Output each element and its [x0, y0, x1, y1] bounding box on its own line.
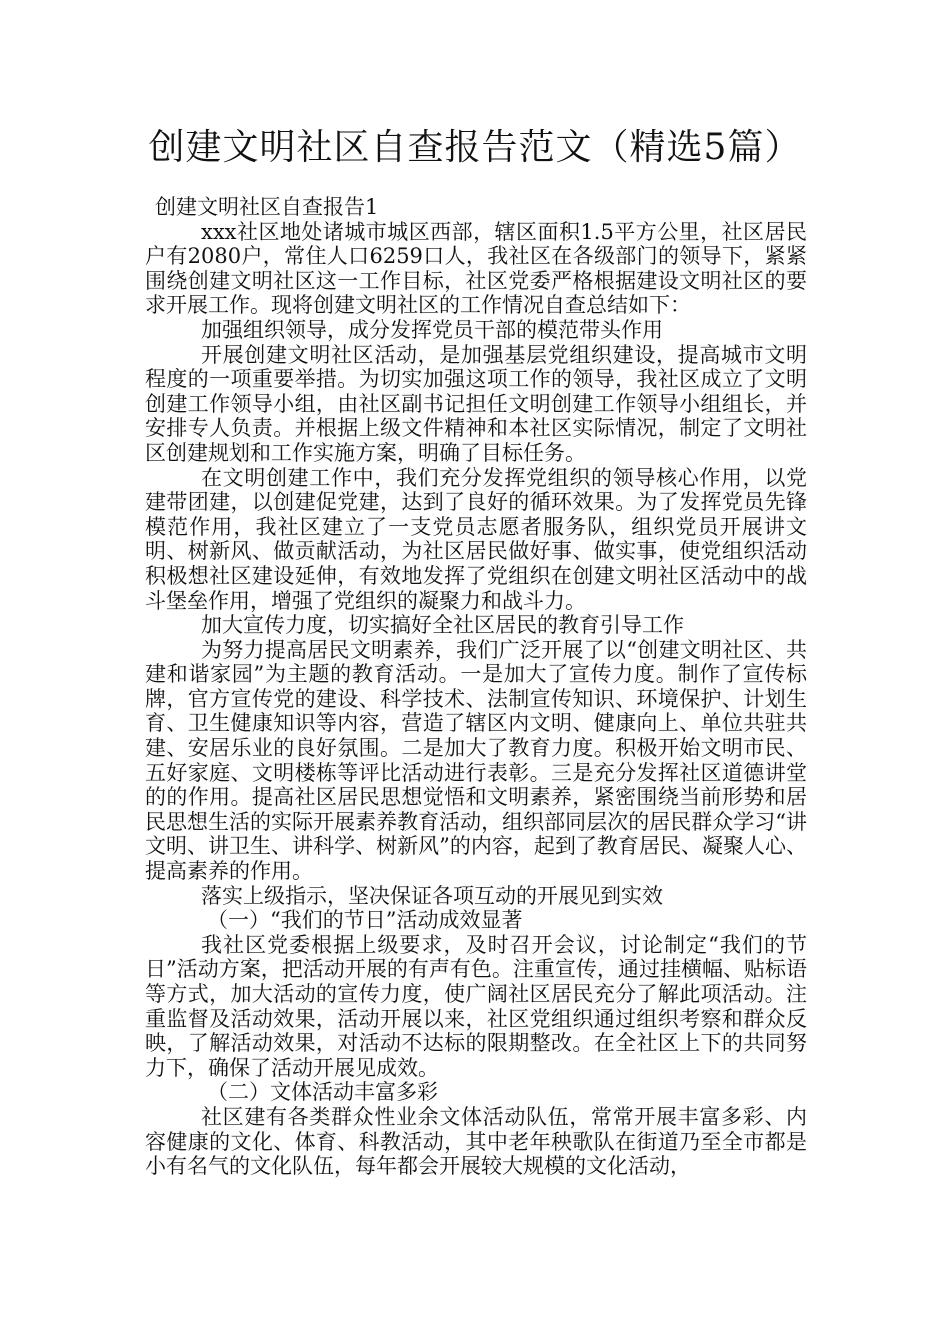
- subsection-heading-culture: （二）文体活动丰富多彩: [207, 1080, 438, 1105]
- section-heading-implementation: 落实上级指示，坚决保证各项互动的开展见到实效: [201, 883, 663, 908]
- report-subtitle: 创建文明社区自查报告1: [155, 195, 379, 219]
- document-body: [145, 195, 807, 1179]
- paragraph-publicity: 为努力提高居民文明素养，我们广泛开展了以“创建文明社区、共建和谐家园”为主题的教育活动。一是加大了宣传力度。制作了宣传标牌，官方宣传党的建设、科学技术、法制宣传知识、环境保护、计划生育、卫生健康知识等内容，营造了辖区内文明、健康向上、单位共驻共建、安居乐业的良好氛围。二是加大了教育力度。积极开始文明市民、五好家庭、文明楼栋等评比活动进行表彰。三是充分发挥社区道德讲堂的的作用。提高社区居民思想觉悟和文明素养，紧密围绕当前形势和居民思想生活的实际开展素养教育活动，组织部同层次的居民群众学习“讲文明、讲卫生、讲科学、树新风”的内容，起到了教育居民、凝聚人心、提高素养的作用。: [145, 637, 807, 884]
- section-heading-publicity: 加大宣传力度，切实搞好全社区居民的教育引导工作: [201, 613, 684, 638]
- section-heading-organization: 加强组织领导，成分发挥党员干部的模范带头作用: [201, 317, 663, 342]
- paragraph-culture: 社区建有各类群众性业余文体活动队伍，常常开展丰富多彩、内容健康的文化、体育、科教活动，其中老年秧歌队在街道乃至全市都是小有名气的文化队伍，每年都会开展较大规模的文化活动，: [145, 1104, 807, 1179]
- paragraph-organization: 开展创建文明社区活动，是加强基层党组织建设，提高城市文明程度的一项重要举措。为切实加强这项工作的领导，我社区成立了文明创建工作领导小组，由社区副书记担任文明创建工作领导小组组长，并安排专人负责。并根据上级文件精神和本社区实际情况，制定了文明社区创建规划和工作实施方案，明确了目标任务。: [145, 342, 807, 465]
- document-title: 创建文明社区自查报告范文（精选5篇）: [148, 127, 802, 168]
- paragraph-intro: xxx社区地处诸城市城区西部，辖区面积1.5平方公里，社区居民户有2080户，常住人口6259口人，我社区在各级部门的领导下，紧紧围绕创建文明社区这一工作目标，社区党委严格根据建设文明社区的要求开展工作。现将创建文明社区的工作情况自查总结如下：: [145, 219, 807, 318]
- paragraph-festivals: 我社区党委根据上级要求，及时召开会议，讨论制定“我们的节日”活动方案，把活动开展的有声有色。注重宣传，通过挂横幅、贴标语等方式，加大活动的宣传力度，使广阔社区居民充分了解此项活动。注重监督及活动效果，活动开展以来，社区党组织通过组织考察和群众反映，了解活动效果，对活动不达标的限期整改。在全社区上下的共同努力下，确保了活动开展见成效。: [145, 932, 807, 1080]
- paragraph-party-role: 在文明创建工作中，我们充分发挥党组织的领导核心作用，以党建带团建，以创建促党建，达到了良好的循环效果。为了发挥党员先锋模范作用，我社区建立了一支党员志愿者服务队，组织党员开展讲文明、树新风、做贡献活动，为社区居民做好事、做实事，使党组织活动积极想社区建设延伸，有效地发挥了党组织在创建文明社区活动中的战斗堡垒作用，增强了党组织的凝聚力和战斗力。: [145, 465, 807, 613]
- subsection-heading-festivals: （一）“我们的节日”活动成效显著: [207, 908, 523, 933]
